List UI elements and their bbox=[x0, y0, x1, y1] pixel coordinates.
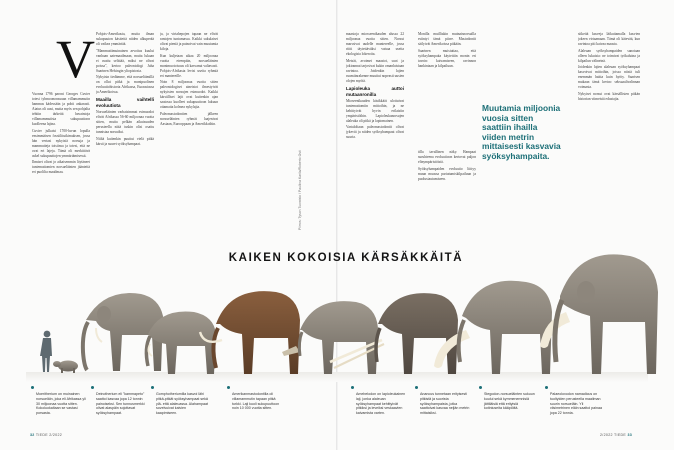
caption-stegodon bbox=[484, 392, 536, 411]
paragraph: Paleomastodontien jälkeen norsueläinten ryhmät laajenivat Aasiaan, Eurooppaan ja Amerikkoihin. bbox=[160, 111, 218, 126]
pull-quote: Muutamia miljoonia vuosia sitten saattiin ihailla viiden metrin mittaisesti kasvavia syöksyhampaita. bbox=[482, 103, 561, 161]
paragraph: ja, ja virtahepojen tapaan ne elivät rantojen tuntumassa. Kaikki sukulaiset olivat pieniä ja painoivat vain muutamia kiloja. bbox=[160, 32, 218, 51]
section-subheading: Maailla vaihtelli evoluutiota bbox=[96, 97, 154, 109]
caption-text: Stegodon-norsueläinten sukuun kuului sekä kymmenemnisiä jättiläisiä että erityisiä kotiniuseita kääpiöitä. bbox=[484, 392, 535, 411]
caption-american-mastodon bbox=[232, 392, 284, 411]
paragraph: Syöksyhampaiden evoluutio liittyy muun muassa pariutumiskilpailuun ja puolustautumiseen. bbox=[418, 166, 476, 181]
caption-marker bbox=[351, 386, 354, 389]
paragraph: Joidenkin lajien alaleuan syöksyhampaat kasvoivat mittoihin, joissa niistä tuli enemmän haitta kuin hyöty. Saarisen mukaan tämä kertoo seksuaalivalinnan voimasta. bbox=[578, 65, 640, 90]
caption-text: Deinotherium eli "kammapeto" saattoi kasvaa jopa 12 tonnin painoiseksi. Sen tunnusmerkki olivat alaspäin sojottavat syöksyhampaat. bbox=[96, 392, 145, 416]
palaeoloxodon-figure bbox=[540, 254, 658, 374]
page-number: 32 bbox=[30, 433, 35, 437]
caption-marker bbox=[91, 386, 94, 389]
paragraph: Kun kuljetaan aikaa 20 miljoonaa vuotta eteenpäin, norsueläinten monimuotoisuus oli kasvanut valtavasti. Pohjois-Afrikasta levisi useita ryhmiä eri mantereille. bbox=[160, 53, 218, 78]
paragraph: sitkeitä kasveja läikuttamalla kasvien jokeen virtaamaan. Tämä oli kätevää, kun ravintoa piti kaivaa maasta. bbox=[578, 32, 640, 46]
caption-marker bbox=[151, 386, 154, 389]
paragraph: Vuonna 1796 paroni Georges Cuvier totesi tyhmoononsuuan villamammutin hammas kädessään ja pohti ankarasti. Aiatus oli uusi, mutta myös sen pohjalta tehtiin tärkeitä havaintoja villamammutista sukupuuttoon kuolleena lajina. bbox=[32, 92, 90, 126]
moeritherium-figure bbox=[53, 361, 78, 374]
paragraph: Norsueläinten varhaisimmat esimuodot elivät Afrikassa 56-60 miljoonaa vuotta sitten, mutta pelkän aikuisuuden perusteella niitä tuskin olisi osattu tunnistaa norsuiksi. bbox=[96, 110, 154, 135]
caption-amebelodon bbox=[356, 392, 408, 416]
photo-credit: Piirros: Tyson Tuomisto / Pauliina Karila/Roberto Osti bbox=[298, 150, 302, 230]
footer-right bbox=[600, 433, 632, 437]
human-silhouette bbox=[40, 331, 52, 372]
issue-number: 2/2022 bbox=[49, 433, 63, 437]
caption-anancus bbox=[420, 392, 472, 416]
paragraph: Cuvier julkaisi 1700-luvun lopulla ensimmäisen fossiilitutkimuksen, jossa hän vertasi nykyisiä norsuja ja mammutteja toisiinsa ja totesi, että ne ovat eri lajeja. Tämä oli merkittävä askel sukupuuttojen ymmärtämisessä. bbox=[32, 128, 90, 158]
section-subheading: Lapioleuka auttoi mutaanronilla bbox=[346, 85, 404, 97]
caption-text: Anancus tunnetaan erityisesti pitkistä ja suorista syöksyhampaista, jotka saattoivat kasvaa neljän metrin mittaisiksi. bbox=[420, 392, 470, 416]
feature-headline: KAIKEN KOKOISIA KÄRSÄKKÄITÄ bbox=[228, 252, 464, 264]
caption-marker bbox=[415, 386, 418, 389]
paragraph: Vartaloltaan paleomastodontit olivat jykeviä ja niiden syöksyhampaat olivat suuria. bbox=[346, 125, 404, 140]
paragraph: Niiltä kuitenkin puuttui vielä pitkä kärsä ja suuret syöksyhampaat. bbox=[96, 136, 154, 146]
paragraph: Nykyiset norsut ovat kärsällisten pitkän historian viimeisiä edustajia. bbox=[578, 91, 640, 101]
paragraph: Metsät, avoimet maastot, suot ja jokirannat tarjosivat kukin omanlaistaan ravintoa. Joidenkin lajien ruumiinrakenne muuttui nopeasti uusien olojen myötä. bbox=[346, 58, 404, 83]
caption-text: Amerikanmastodontilla oli villamammutin tapaan pitkä turkki. Laji kuoli sukupuuttoon noin 10 000 vuotta sitten. bbox=[232, 392, 280, 411]
magazine-name: TIEDE bbox=[35, 433, 48, 437]
caption-text: Amebelodon on lapioleukainen laji, jonka alaleuan syöksyhampaat kehittyivät pitkiksi ja leveiksi veskaavien kaivamista varten. bbox=[356, 392, 406, 416]
paragraph: Pohjois-Amerikasta, mutta ilman sukupuuton käsitettä niiden alkuperää oli vaikea ymmärtää. bbox=[96, 32, 154, 46]
paragraph: tilla tavallinen näky. Hampaat suruhteena evoluutioon kertovat paljon elinympäristöistä. bbox=[418, 150, 476, 164]
paragraph: Nykyisin tiedämme, että norsueläimillä on ollut pitkä ja monipuolinen evoluutiohistoria Afrikassa, Euraasiassa ja Amerikoissa. bbox=[96, 75, 154, 95]
caption-text: Palaeoloxodon namadicus on tuoltyiden perusteella maailman suurin norsueläin. Yli viisimetrinen eläin saattoi painaa jopa 22 tonnia. bbox=[550, 392, 602, 416]
caption-gomphotherium bbox=[156, 392, 208, 416]
caption-marker bbox=[479, 386, 482, 389]
magazine-name: TIEDE bbox=[614, 433, 627, 437]
caption-text: Moeritherium on muinainen norsueläin, joka eli Afrikassa yli 30 miljoonaa vuotta sitten. Kokoluokaltaan se vastasi porsasta. bbox=[36, 392, 86, 416]
paragraph: "Mammuttimuinainen arvoitus kuului vanhaan aatemaailmaan, mutta lukaan ei osattu selittää, miksi ne olivat poissa", kertoo paleontologi Juha Saarinen Helsingin yliopistosta. bbox=[96, 48, 154, 73]
page-number: 33 bbox=[627, 433, 633, 437]
caption-text: Gomphotheriumilla kasvoi lähi pitkä-pitkät syöksyhampaat sekä ylä- että alaleuassa. Alahampaat sovelvuivat kaivien kaapimiseen. bbox=[156, 392, 208, 416]
paragraph: Ihmiset olivat jo aikaisemmin löytäneet tuntemattomien norsueläinten jäänteitä eri puolilta maailmaa. bbox=[32, 160, 90, 175]
caption-moeritherium bbox=[36, 392, 88, 416]
paragraph: Noin 8 miljoonaa vuotta sitten paleontologiset aineistot ilmestyivät nykyisten norsujen esimuodot. Kaikki kärsälliset lajit ovat kuitenkin ajan saatossa kuolleet sukupuuttoon lukuun ottamatta kolmea nykylajia. bbox=[160, 80, 218, 110]
caption-palaeoloxodon bbox=[550, 392, 602, 416]
paragraph: Saarinen muistuttaa, että syöksyhampaita käytettiin monin eri tavoin: kaivamiseen, ravinnon hankintaan ja kilpailuun. bbox=[418, 48, 476, 68]
footer-left bbox=[30, 433, 62, 437]
caption-marker bbox=[227, 386, 230, 389]
caption-deinotherium bbox=[96, 392, 148, 416]
paragraph: Mioseenikauden käsikkäät ulottuivat tuntemattomiin mittoihin, ja ne kehittyivät hyvin erilaisiin ympäristöihin. Lapioleukanorsujen alaleuka oli pitkä ja lapiomainen. bbox=[346, 98, 404, 123]
drop-cap: V bbox=[56, 29, 95, 89]
caption-marker bbox=[545, 386, 548, 389]
issue-number: 2/2022 bbox=[600, 433, 613, 437]
paragraph: Monilla muilliakin muinaisnorsuilla esiintyi tämä piirre. Mastodontit säilyivät Amerikoissa pitkään. bbox=[418, 32, 476, 46]
paragraph: maastoja miosseenikauden alussa 22 miljoonaa vuotta sitten. Norsut marssivat uudelle mantereelle, jossa riitti täytettäväksi vatsaa useita ekologisia lokeroita. bbox=[346, 32, 404, 56]
american-mastodon-figure bbox=[200, 291, 300, 374]
paragraph: Alaleuan syöksyhampaiden sanotaan olleen lukuisia: ne toimivat työkaluina ja kilpailun välineinä. bbox=[578, 48, 640, 63]
caption-marker bbox=[31, 386, 34, 389]
